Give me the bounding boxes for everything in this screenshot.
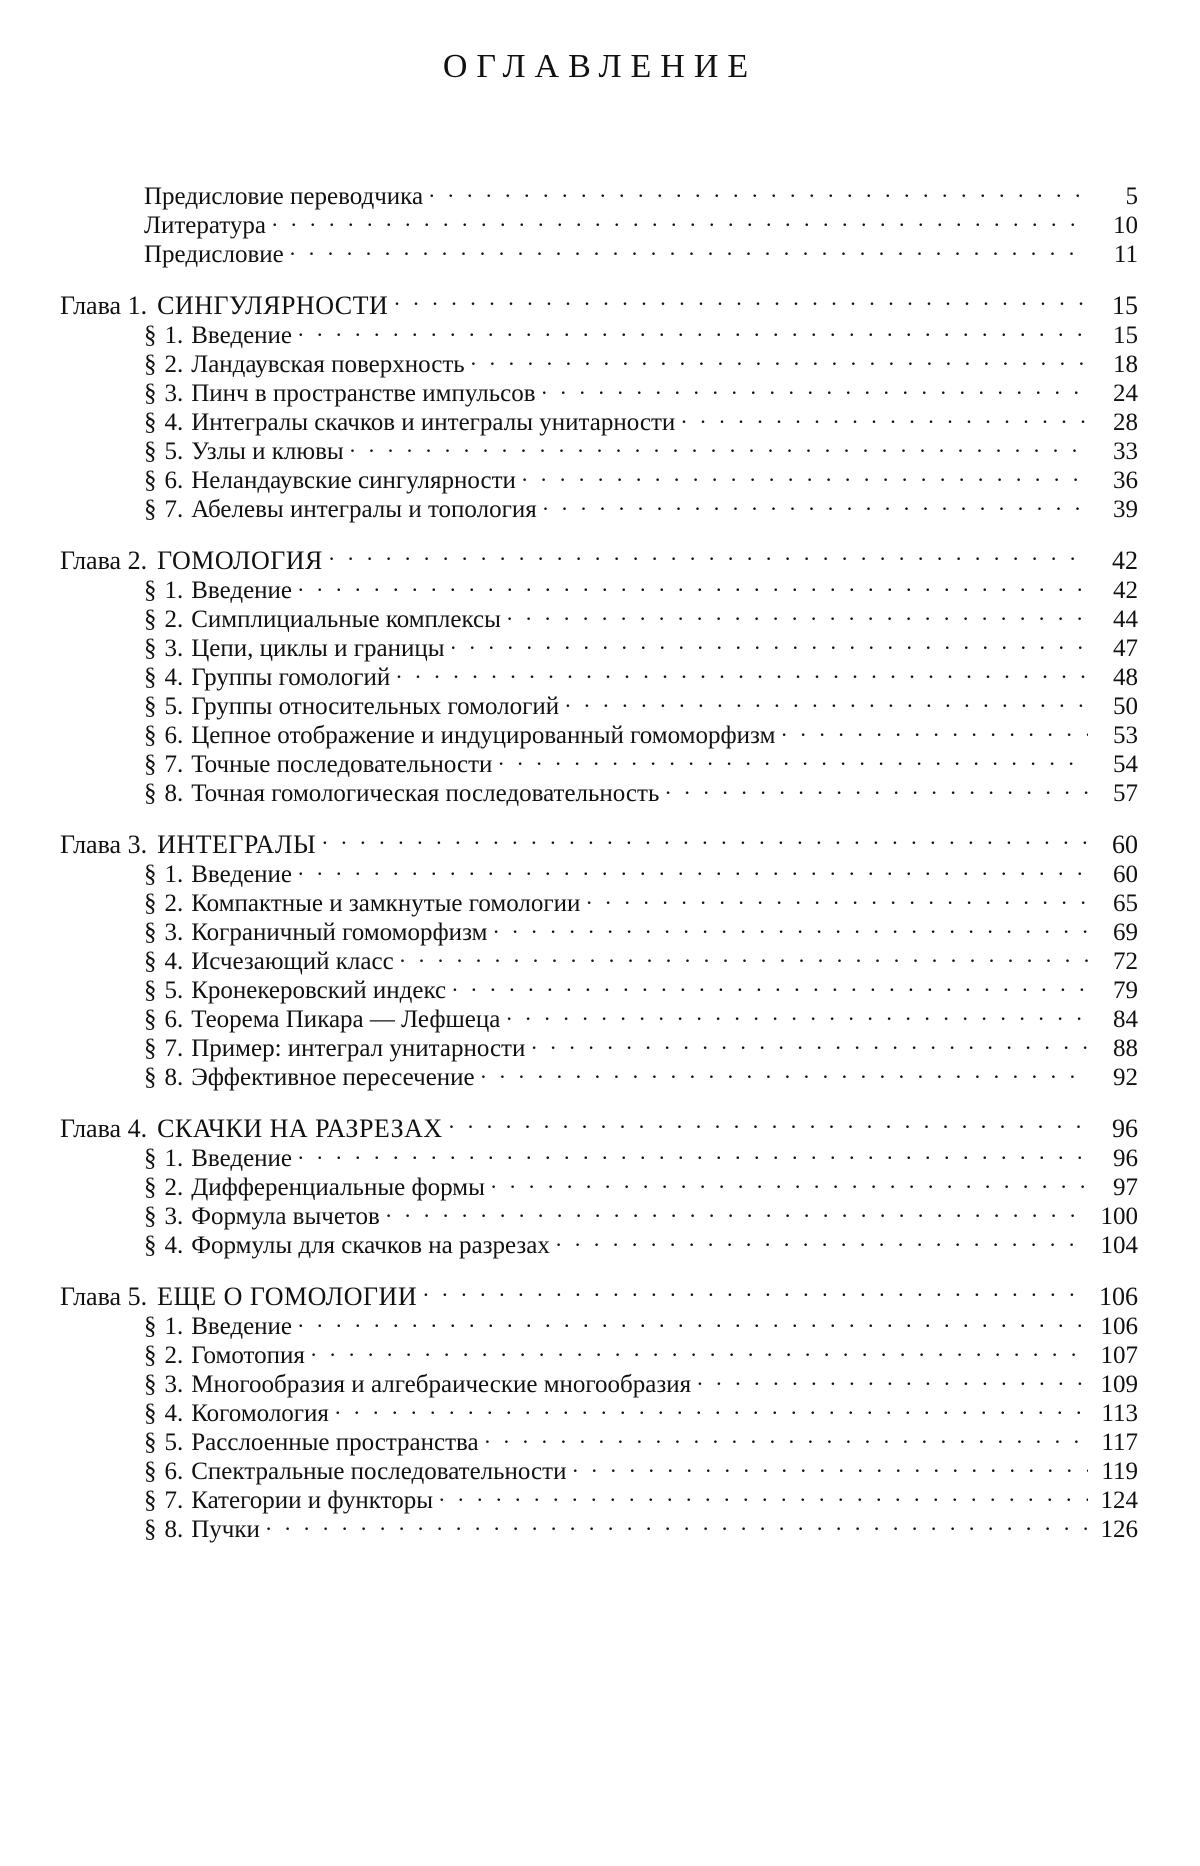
section-title: Введение [191,577,293,604]
section-number: 8. [164,1064,184,1091]
chapter-entry[interactable] [0,1272,1200,1311]
section-number: 6. [164,467,184,494]
chapter-group [0,536,1200,807]
dot-leader [506,998,1088,1027]
dot-leader [681,401,1088,430]
section-page: 24 [1113,380,1138,407]
section-entry[interactable] [0,372,1200,407]
section-title: Пример: интеграл унитарности [191,1035,526,1062]
dot-leader [298,1137,1088,1166]
front-matter-group [0,175,1200,268]
section-symbol: § [144,577,157,604]
section-symbol: § [144,409,157,436]
section-page: 54 [1113,751,1138,778]
section-page: 65 [1113,890,1138,917]
section-page: 124 [1100,1487,1138,1514]
section-symbol: § [144,751,157,778]
section-title: Пучки [191,1516,260,1543]
section-page: 69 [1113,919,1138,946]
dot-leader [272,204,1088,233]
section-symbol: § [144,1145,157,1172]
section-title: Цепное отображение и индуцированный гомоморфизм [191,722,776,749]
section-page: 79 [1113,977,1138,1004]
section-symbol: § [144,1400,157,1427]
section-number: 8. [164,780,184,807]
section-entry[interactable] [0,1363,1200,1398]
chapter-label: Глава 1. [60,291,148,320]
section-entry[interactable] [0,940,1200,975]
section-number: 3. [164,919,184,946]
dot-leader [485,1421,1088,1450]
section-page: 117 [1101,1429,1138,1456]
section-entry[interactable] [0,1305,1200,1340]
toc-entry-title: Предисловие [144,241,284,268]
dot-leader [311,1334,1088,1363]
section-entry[interactable] [0,401,1200,436]
section-symbol: § [144,606,157,633]
section-title: Расслоенные пространства [191,1429,479,1456]
chapter-name: СИНГУЛЯРНОСТИ [157,291,389,320]
section-symbol: § [144,1342,157,1369]
section-page: 109 [1100,1371,1138,1398]
section-title: Кограничный гомоморфизм [191,919,488,946]
section-title: Формула вычетов [191,1203,380,1230]
section-entry[interactable] [0,627,1200,662]
section-symbol: § [144,948,157,975]
dot-leader [396,656,1088,685]
section-page: 44 [1113,606,1138,633]
dot-leader [449,1104,1088,1137]
section-page: 33 [1113,438,1138,465]
section-number: 5. [164,1429,184,1456]
section-symbol: § [144,1487,157,1514]
dot-leader [781,714,1088,743]
chapter-page: 96 [1112,1114,1138,1143]
section-number: 5. [164,438,184,465]
section-symbol: § [144,919,157,946]
section-title: Теорема Пикара — Лефшеца [191,1006,501,1033]
section-title: Узлы и клювы [191,438,344,465]
chapter-name: ГОМОЛОГИЯ [157,546,323,575]
section-number: 4. [164,664,184,691]
section-symbol: § [144,1035,157,1062]
section-page: 48 [1113,664,1138,691]
chapter-page: 15 [1112,291,1138,320]
section-page: 60 [1113,861,1138,888]
section-title: Исчезающий класс [191,948,394,975]
dot-leader [322,820,1088,853]
section-symbol: § [144,861,157,888]
section-title: Спектральные последовательности [191,1458,567,1485]
section-number: 1. [164,1145,184,1172]
section-page: 106 [1100,1313,1138,1340]
section-title: Компактные и замкнутые гомологии [191,890,581,917]
dot-leader [452,969,1088,998]
section-page: 50 [1113,693,1138,720]
section-page: 88 [1113,1035,1138,1062]
section-number: 1. [164,577,184,604]
section-number: 7. [164,1035,184,1062]
chapter-entry[interactable] [0,1104,1200,1143]
section-entry[interactable] [0,430,1200,465]
section-page: 84 [1113,1006,1138,1033]
section-entry[interactable] [0,656,1200,691]
dot-leader [493,911,1088,940]
chapter-page: 60 [1112,830,1138,859]
section-number: 4. [164,409,184,436]
section-title: Точная гомологическая последовательность [191,780,660,807]
dot-leader [429,175,1088,204]
dot-leader [507,598,1088,627]
section-symbol: § [144,322,157,349]
section-title: Интегралы скачков и интегралы унитарности [191,409,676,436]
toc-entry[interactable] [0,204,1200,239]
section-symbol: § [144,351,157,378]
section-page: 36 [1113,467,1138,494]
section-entry[interactable] [0,1027,1200,1062]
section-page: 18 [1113,351,1138,378]
section-entry[interactable] [0,911,1200,946]
section-entry[interactable] [0,488,1200,523]
section-page: 104 [1100,1232,1138,1259]
dot-leader [451,627,1089,656]
section-title: Введение [191,1145,293,1172]
dot-leader [491,1166,1088,1195]
section-page: 113 [1101,1400,1138,1427]
section-title: Введение [191,861,293,888]
toc-entry[interactable] [0,233,1200,268]
chapter-name: ЕЩЕ О ГОМОЛОГИИ [157,1282,418,1311]
chapter-label: Глава 3. [60,830,148,859]
chapter-page: 106 [1099,1282,1138,1311]
section-page: 126 [1100,1516,1138,1543]
dot-leader [572,1450,1088,1479]
section-title: Введение [191,1313,293,1340]
section-page: 96 [1113,1145,1138,1172]
section-symbol: § [144,722,157,749]
section-entry[interactable] [0,1508,1200,1543]
dot-leader [298,853,1088,882]
section-entry[interactable] [0,314,1200,349]
section-symbol: § [144,1232,157,1259]
section-page: 53 [1113,722,1138,749]
toc-entry[interactable] [0,175,1200,210]
chapter-entry[interactable] [0,820,1200,859]
section-entry[interactable] [0,1166,1200,1201]
section-symbol: § [144,780,157,807]
chapter-label: Глава 4. [60,1114,148,1143]
section-entry[interactable] [0,343,1200,378]
section-title: Точные последовательности [191,751,493,778]
section-page: 119 [1101,1458,1138,1485]
section-number: 2. [164,351,184,378]
dot-leader [543,488,1088,517]
section-number: 1. [164,1313,184,1340]
section-symbol: § [144,1174,157,1201]
chapter-group [0,281,1200,523]
section-entry[interactable] [0,685,1200,720]
section-entry[interactable] [0,969,1200,1004]
section-title: Ландаувская поверхность [191,351,465,378]
dot-leader [531,1027,1088,1056]
chapter-name: ИНТЕГРАЛЫ [157,830,317,859]
dot-leader [298,569,1088,598]
section-number: 2. [164,890,184,917]
section-number: 5. [164,693,184,720]
dot-leader [471,343,1088,372]
dot-leader [329,536,1088,569]
section-page: 100 [1100,1203,1138,1230]
section-number: 7. [164,751,184,778]
section-title: Эффективное пересечение [191,1064,475,1091]
section-symbol: § [144,1458,157,1485]
section-page: 97 [1113,1174,1138,1201]
section-number: 2. [164,606,184,633]
section-entry[interactable] [0,882,1200,917]
chapter-group [0,1104,1200,1259]
section-entry[interactable] [0,1195,1200,1230]
chapter-page: 42 [1112,546,1138,575]
section-symbol: § [144,890,157,917]
section-title: Симплициальные комплексы [191,606,501,633]
section-title: Формулы для скачков на разрезах [191,1232,550,1259]
section-entry[interactable] [0,998,1200,1033]
section-entry[interactable] [0,1450,1200,1485]
section-title: Пинч в пространстве импульсов [191,380,536,407]
section-symbol: § [144,1203,157,1230]
dot-leader [350,430,1088,459]
dot-leader [481,1056,1088,1085]
dot-leader [665,772,1088,801]
section-entry[interactable] [0,569,1200,604]
section-symbol: § [144,664,157,691]
section-number: 4. [164,1232,184,1259]
section-page: 107 [1100,1342,1138,1369]
section-number: 7. [164,496,184,523]
section-page: 57 [1113,780,1138,807]
chapter-group [0,1272,1200,1543]
section-title: Когомология [191,1400,329,1427]
section-number: 2. [164,1174,184,1201]
section-entry[interactable] [0,1137,1200,1172]
section-entry[interactable] [0,598,1200,633]
dot-leader [266,1508,1088,1537]
section-title: Неландаувские сингулярности [191,467,516,494]
section-number: 6. [164,722,184,749]
section-title: Кронекеровский индекс [191,977,447,1004]
section-title: Дифференциальные формы [191,1174,485,1201]
toc-entry-page: 10 [1113,212,1138,239]
section-title: Категории и функторы [191,1487,433,1514]
section-symbol: § [144,635,157,662]
section-symbol: § [144,438,157,465]
dot-leader [423,1272,1088,1305]
section-title: Введение [191,322,293,349]
section-number: 7. [164,1487,184,1514]
dot-leader [386,1195,1088,1224]
section-symbol: § [144,693,157,720]
section-page: 39 [1113,496,1138,523]
section-entry[interactable] [0,1479,1200,1514]
section-number: 4. [164,1400,184,1427]
section-symbol: § [144,1064,157,1091]
section-page: 15 [1113,322,1138,349]
section-symbol: § [144,496,157,523]
dot-leader [697,1363,1088,1392]
section-title: Цепи, циклы и границы [191,635,445,662]
section-entry[interactable] [0,459,1200,494]
section-page: 42 [1113,577,1138,604]
dot-leader [298,1305,1088,1334]
section-entry[interactable] [0,1392,1200,1427]
section-symbol: § [144,380,157,407]
section-symbol: § [144,1371,157,1398]
section-entry[interactable] [0,714,1200,749]
dot-leader [542,372,1088,401]
toc-entry-page: 5 [1125,183,1138,210]
chapter-group [0,820,1200,1091]
section-page: 28 [1113,409,1138,436]
section-entry[interactable] [0,853,1200,888]
section-title: Группы гомологий [191,664,391,691]
section-entry[interactable] [0,743,1200,778]
section-number: 2. [164,1342,184,1369]
section-entry[interactable] [0,772,1200,807]
section-symbol: § [144,467,157,494]
section-page: 92 [1113,1064,1138,1091]
dot-leader [586,882,1088,911]
dot-leader [298,314,1088,343]
section-entry[interactable] [0,1056,1200,1091]
section-symbol: § [144,1006,157,1033]
section-title: Гомотопия [191,1342,305,1369]
dot-leader [290,233,1088,262]
dot-leader [522,459,1088,488]
section-title: Многообразия и алгебраические многообразия [191,1371,692,1398]
section-number: 3. [164,1203,184,1230]
section-number: 3. [164,635,184,662]
section-number: 1. [164,861,184,888]
toc-entry-title: Литература [144,212,266,239]
toc-entry-title: Предисловие переводчика [144,183,424,210]
dot-leader [394,281,1088,314]
section-number: 4. [164,948,184,975]
section-symbol: § [144,1429,157,1456]
section-entry[interactable] [0,1421,1200,1456]
section-entry[interactable] [0,1334,1200,1369]
chapter-name: СКАЧКИ НА РАЗРЕЗАХ [157,1114,443,1143]
chapter-label: Глава 2. [60,546,148,575]
toc-entry-page: 11 [1113,241,1138,268]
section-symbol: § [144,1313,157,1340]
dot-leader [556,1224,1088,1253]
section-number: 6. [164,1458,184,1485]
section-symbol: § [144,1516,157,1543]
section-symbol: § [144,977,157,1004]
section-number: 6. [164,1006,184,1033]
section-page: 47 [1113,635,1138,662]
section-page: 72 [1113,948,1138,975]
section-number: 3. [164,1371,184,1398]
dot-leader [400,940,1088,969]
dot-leader [335,1392,1088,1421]
dot-leader [498,743,1088,772]
dot-leader [565,685,1088,714]
section-title: Группы относительных гомологий [191,693,560,720]
section-title: Абелевы интегралы и топология [191,496,537,523]
dot-leader [439,1479,1088,1508]
section-number: 1. [164,322,184,349]
chapter-label: Глава 5. [60,1282,148,1311]
page-title: ОГЛАВЛЕНИЕ [442,48,758,85]
chapter-entry[interactable] [0,536,1200,575]
table-of-contents [0,175,1200,1556]
section-number: 5. [164,977,184,1004]
section-entry[interactable] [0,1224,1200,1259]
section-number: 3. [164,380,184,407]
section-number: 8. [164,1516,184,1543]
chapter-entry[interactable] [0,281,1200,320]
